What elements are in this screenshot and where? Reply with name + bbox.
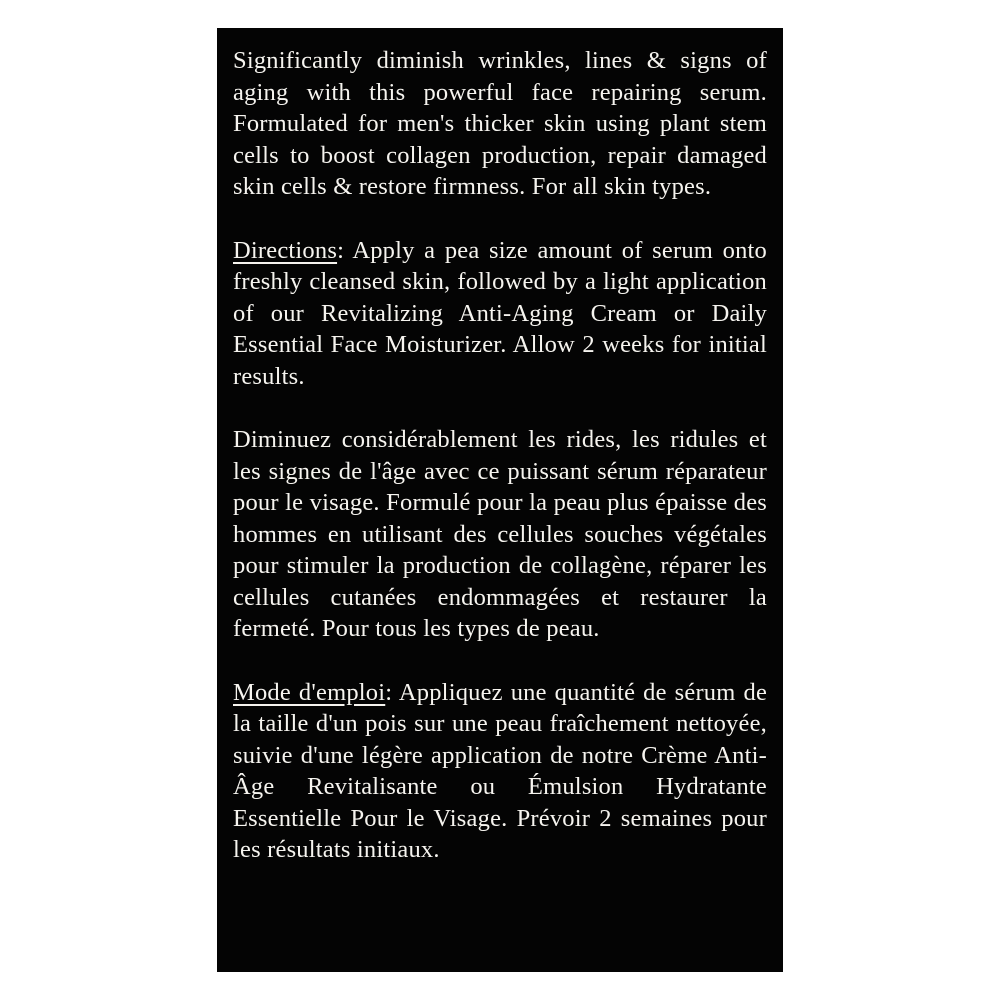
paragraph-fr-directions: [233, 677, 767, 866]
paragraph-en-description: [233, 45, 767, 203]
directions-separator: :: [337, 236, 353, 264]
mode-demploi-separator: :: [385, 678, 399, 706]
mode-demploi-heading: Mode d'emploi: [233, 678, 386, 706]
paragraph-fr-description: [233, 424, 767, 645]
mode-demploi-text: Appliquez une quantité de sérum de la taille d'un pois sur une peau fraîchement nettoyée, suivie d'une légère application de notre Crème Anti-Âge Revitalisante ou Émulsion Hydratante Essentielle Pour le Visage. Prévoir 2 semaines pour les résultats initiaux.: [233, 678, 768, 863]
paragraph-en-directions: [233, 235, 767, 393]
product-label-panel: [217, 28, 783, 972]
directions-text: Apply a pea size amount of serum onto freshly cleansed skin, followed by a light application of our Revitalizing Anti-Aging Cream or Daily Essential Face Moisturizer. Allow 2 weeks for initial results.: [233, 236, 767, 390]
en-description-text: Significantly diminish wrinkles, lines & signs of aging with this powerful face repairing serum. Formulated for men's thicker skin using plant stem cells to boost collagen production, repair damaged skin cells & restore firmness. For all skin types.: [233, 47, 767, 200]
fr-description-text: Diminuez considérablement les rides, les ridules et les signes de l'âge avec ce puissant sérum réparateur pour le visage. Formulé pour la peau plus épaisse des hommes en utilisant des cellules souches végétales pour stimuler la production de collagène, réparer les cellules cutanées endommagées et restaurer la fermeté. Pour tous les types de peau.: [233, 426, 767, 642]
directions-heading: Directions: [233, 236, 338, 264]
